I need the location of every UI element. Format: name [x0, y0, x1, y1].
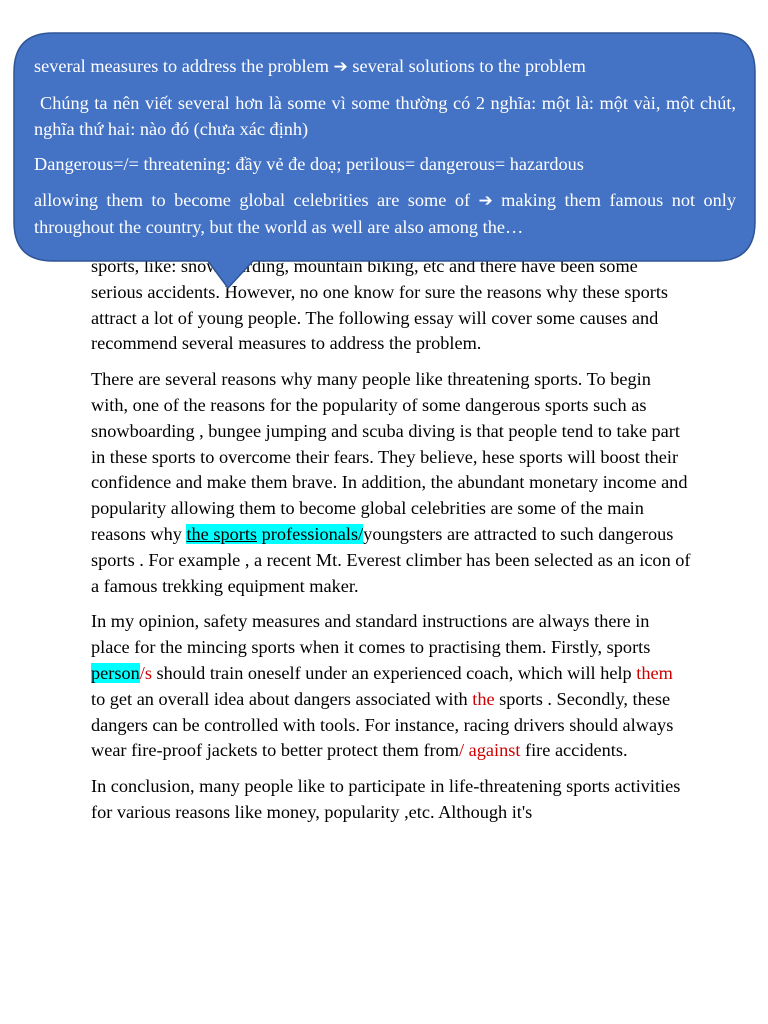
paragraph-reasons: There are several reasons why many people like threatening sports. To begin with, one of the reasons for the popularity of some dangerous sports such as snowboarding , bungee jumping and scuba diving is that people tend to take part in these sports to overcome their fears. They believe, hese sports will boost their confidence and make them brave. In addition, the abundant monetary income and popularity allowing them to become global celebrities are some of the main reasons why the sports professionals/youngsters are attracted to such dangerous sports . For example , a recent Mt. Everest climber has been selected as an icon of a famous trekking equipment maker.	[91, 369, 691, 596]
correction-s: /s	[139, 662, 152, 683]
comment-line-1: several measures to address the problem ➔ several solutions to the problem	[34, 56, 586, 77]
correction-against: / against	[459, 740, 521, 761]
comment-callout[interactable]	[13, 32, 756, 262]
document-body	[91, 254, 691, 836]
highlight-the-sports: the sports	[186, 523, 258, 544]
comment-text	[34, 54, 736, 251]
comment-line-2: Chúng ta nên viết several hơn là some vì some thường có 2 nghĩa: một là: một vài, một chút, nghĩa thứ hai: nào đó (chưa xác định)	[34, 92, 736, 139]
comment-line-3: Dangerous=/= threatening: đầy vẻ đe doạ; perilous= dangerous= hazardous	[34, 154, 584, 175]
paragraph-opinion: In my opinion, safety measures and standard instructions are always there in place for the mincing sports when it comes to practising them. Firstly, sports person/s should train oneself under an experienced coach, which will help them to get an overall idea about dangers associated with the sports . Secondly, these dangers can be controlled with tools. For instance, racing drivers should always wear fire-proof jackets to better protect them from/ against fire accidents.	[91, 611, 674, 761]
arrow-right-icon: ➔	[478, 191, 493, 212]
paragraph-intro: sports, like: snowboarding, mountain biking, etc and there have been some serious accidents. However, no one know for sure the reasons why these sports attract a lot of young people. The following essay will cover some causes and recommend several measures to address the problem.	[91, 256, 669, 354]
arrow-right-icon: ➔	[333, 57, 348, 77]
highlight-professionals: professionals/	[257, 523, 364, 544]
correction-them: them	[636, 662, 673, 683]
highlight-person: person	[91, 662, 140, 683]
correction-the: the	[472, 688, 495, 709]
comment-line-4: allowing them to become global celebrities are some of ➔ making them famous not only throughout the country, but the world as well are also among the…	[34, 190, 736, 237]
paragraph-conclusion: In conclusion, many people like to participate in life-threatening sports activities for various reasons like money, popularity ,etc. Although it's	[91, 776, 681, 822]
